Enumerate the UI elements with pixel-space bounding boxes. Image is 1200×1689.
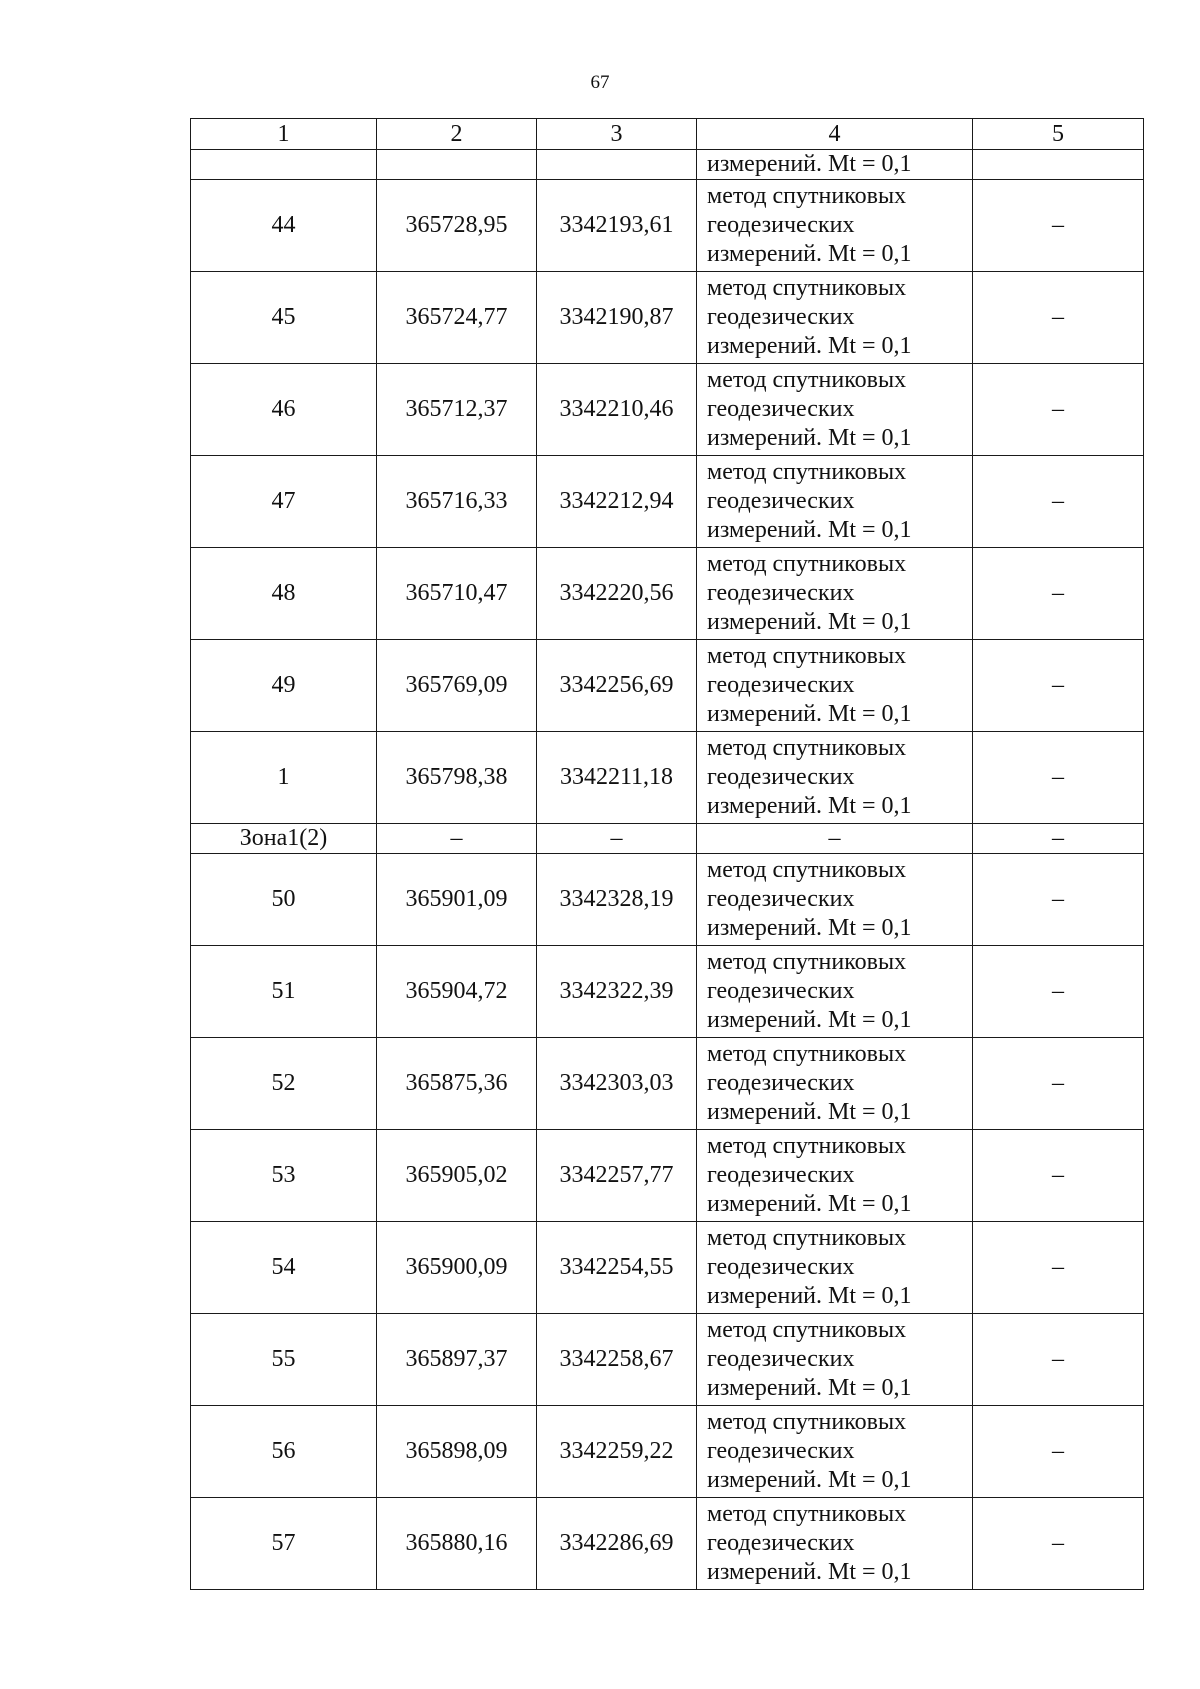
- cell-x-coordinate: [377, 150, 537, 180]
- cell-method: –: [697, 824, 973, 854]
- cell-point-number: 52: [191, 1038, 377, 1130]
- cell-y-coordinate: 3342211,18: [537, 732, 697, 824]
- table-row: [191, 732, 1144, 824]
- cell-method: метод спутниковых геодезических измерений. Mt = 0,1: [697, 640, 973, 732]
- cell-y-coordinate: 3342190,87: [537, 272, 697, 364]
- cell-note: –: [973, 854, 1144, 946]
- cell-point-number: 53: [191, 1130, 377, 1222]
- cell-method: метод спутниковых геодезических измерений. Mt = 0,1: [697, 854, 973, 946]
- table-row: [191, 854, 1144, 946]
- cell-y-coordinate: 3342303,03: [537, 1038, 697, 1130]
- cell-y-coordinate: 3342328,19: [537, 854, 697, 946]
- column-header: 1: [191, 119, 377, 150]
- cell-y-coordinate: 3342256,69: [537, 640, 697, 732]
- cell-y-coordinate: 3342210,46: [537, 364, 697, 456]
- cell-note: –: [973, 1130, 1144, 1222]
- cell-x-coordinate: 365728,95: [377, 180, 537, 272]
- cell-method: метод спутниковых геодезических измерений. Mt = 0,1: [697, 1038, 973, 1130]
- header-row: [191, 119, 1144, 150]
- cell-method: метод спутниковых геодезических измерений. Mt = 0,1: [697, 1222, 973, 1314]
- cell-note: –: [973, 272, 1144, 364]
- cell-x-coordinate: 365716,33: [377, 456, 537, 548]
- cell-y-coordinate: 3342322,39: [537, 946, 697, 1038]
- cell-point-number: 56: [191, 1406, 377, 1498]
- cell-x-coordinate: 365880,16: [377, 1498, 537, 1590]
- cell-note: –: [973, 364, 1144, 456]
- zone-row: [191, 824, 1144, 854]
- column-header: 3: [537, 119, 697, 150]
- table-row: [191, 946, 1144, 1038]
- cell-method: метод спутниковых геодезических измерений. Mt = 0,1: [697, 946, 973, 1038]
- table-row: [191, 1130, 1144, 1222]
- cell-method: метод спутниковых геодезических измерений. Mt = 0,1: [697, 1498, 973, 1590]
- cell-point-number: 46: [191, 364, 377, 456]
- table-row: [191, 1222, 1144, 1314]
- cell-method: метод спутниковых геодезических измерений. Mt = 0,1: [697, 180, 973, 272]
- cell-method: метод спутниковых геодезических измерений. Mt = 0,1: [697, 732, 973, 824]
- zone-label: Зона1(2): [191, 824, 377, 854]
- coordinates-table: [190, 118, 1144, 1590]
- cell-point-number: 54: [191, 1222, 377, 1314]
- cell-note: –: [973, 732, 1144, 824]
- cell-note: –: [973, 1038, 1144, 1130]
- table-row: [191, 272, 1144, 364]
- table-row: [191, 548, 1144, 640]
- cell-point-number: 47: [191, 456, 377, 548]
- table-row: [191, 1038, 1144, 1130]
- continuation-row: [191, 150, 1144, 180]
- cell-y-coordinate: 3342258,67: [537, 1314, 697, 1406]
- cell-note: –: [973, 824, 1144, 854]
- table-row: [191, 1314, 1144, 1406]
- cell-x-coordinate: 365710,47: [377, 548, 537, 640]
- column-header: 5: [973, 119, 1144, 150]
- cell-x-coordinate: 365798,38: [377, 732, 537, 824]
- table-row: [191, 640, 1144, 732]
- cell-x-coordinate: 365875,36: [377, 1038, 537, 1130]
- cell-method: метод спутниковых геодезических измерений. Mt = 0,1: [697, 1314, 973, 1406]
- cell-note: –: [973, 1406, 1144, 1498]
- table-row: [191, 1406, 1144, 1498]
- table-row: [191, 1498, 1144, 1590]
- cell-x-coordinate: 365769,09: [377, 640, 537, 732]
- cell-x-coordinate: 365897,37: [377, 1314, 537, 1406]
- cell-method: измерений. Mt = 0,1: [697, 150, 973, 180]
- cell-x-coordinate: 365724,77: [377, 272, 537, 364]
- cell-method: метод спутниковых геодезических измерений. Mt = 0,1: [697, 272, 973, 364]
- cell-point-number: 50: [191, 854, 377, 946]
- cell-method: метод спутниковых геодезических измерений. Mt = 0,1: [697, 1406, 973, 1498]
- cell-x-coordinate: 365712,37: [377, 364, 537, 456]
- cell-note: –: [973, 1314, 1144, 1406]
- cell-point-number: [191, 150, 377, 180]
- table-body: [191, 119, 1144, 1590]
- cell-y-coordinate: 3342220,56: [537, 548, 697, 640]
- cell-point-number: 48: [191, 548, 377, 640]
- cell-note: –: [973, 640, 1144, 732]
- cell-note: –: [973, 1222, 1144, 1314]
- cell-note: –: [973, 180, 1144, 272]
- cell-note: –: [973, 946, 1144, 1038]
- cell-y-coordinate: 3342212,94: [537, 456, 697, 548]
- cell-note: –: [973, 1498, 1144, 1590]
- cell-x-coordinate: 365900,09: [377, 1222, 537, 1314]
- cell-y-coordinate: 3342286,69: [537, 1498, 697, 1590]
- cell-y-coordinate: –: [537, 824, 697, 854]
- cell-x-coordinate: 365901,09: [377, 854, 537, 946]
- table-row: [191, 456, 1144, 548]
- column-header: 2: [377, 119, 537, 150]
- cell-note: –: [973, 548, 1144, 640]
- cell-note: –: [973, 456, 1144, 548]
- cell-y-coordinate: 3342259,22: [537, 1406, 697, 1498]
- cell-point-number: 49: [191, 640, 377, 732]
- cell-point-number: 44: [191, 180, 377, 272]
- page-number: 67: [590, 72, 610, 93]
- cell-point-number: 51: [191, 946, 377, 1038]
- cell-y-coordinate: 3342257,77: [537, 1130, 697, 1222]
- cell-y-coordinate: 3342193,61: [537, 180, 697, 272]
- column-header: 4: [697, 119, 973, 150]
- table-row: [191, 180, 1144, 272]
- cell-note: [973, 150, 1144, 180]
- cell-method: метод спутниковых геодезических измерений. Mt = 0,1: [697, 364, 973, 456]
- cell-method: метод спутниковых геодезических измерений. Mt = 0,1: [697, 1130, 973, 1222]
- cell-y-coordinate: 3342254,55: [537, 1222, 697, 1314]
- cell-x-coordinate: 365898,09: [377, 1406, 537, 1498]
- cell-x-coordinate: –: [377, 824, 537, 854]
- table-row: [191, 364, 1144, 456]
- cell-point-number: 1: [191, 732, 377, 824]
- cell-x-coordinate: 365905,02: [377, 1130, 537, 1222]
- cell-point-number: 55: [191, 1314, 377, 1406]
- cell-y-coordinate: [537, 150, 697, 180]
- cell-method: метод спутниковых геодезических измерений. Mt = 0,1: [697, 548, 973, 640]
- cell-point-number: 45: [191, 272, 377, 364]
- cell-x-coordinate: 365904,72: [377, 946, 537, 1038]
- cell-method: метод спутниковых геодезических измерений. Mt = 0,1: [697, 456, 973, 548]
- cell-point-number: 57: [191, 1498, 377, 1590]
